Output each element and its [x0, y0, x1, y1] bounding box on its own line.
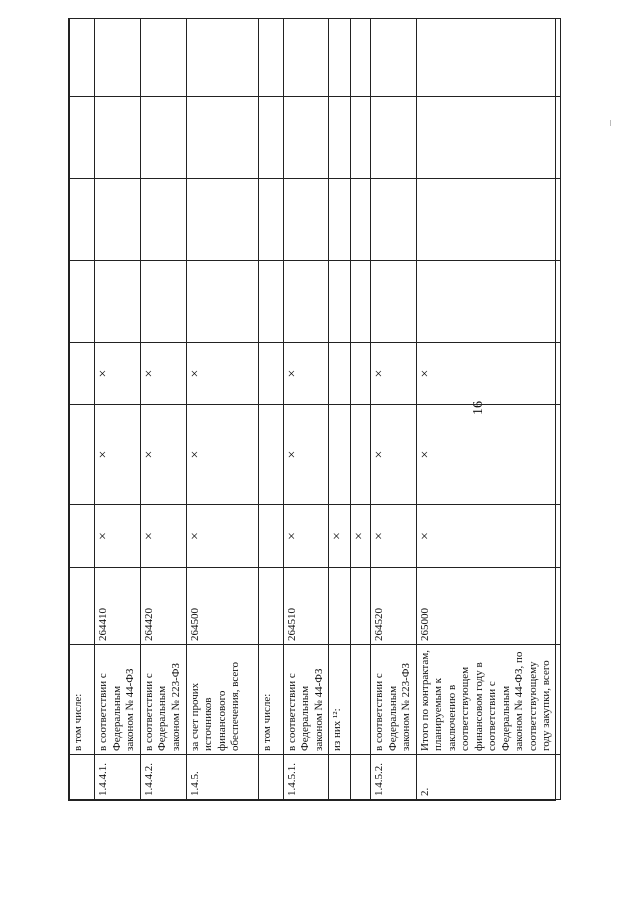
cell-col10 — [329, 19, 351, 97]
row-code — [329, 568, 351, 645]
cell-col4 — [140, 505, 186, 568]
cell-col8 — [140, 179, 186, 261]
cell-col8 — [371, 179, 417, 261]
table-row — [283, 19, 329, 800]
table-row — [70, 19, 95, 800]
cell-col8 — [186, 179, 258, 261]
x-mark: × — [141, 532, 157, 540]
x-mark: × — [417, 450, 433, 459]
row-name: за счет прочих источников финансового обеспечения, всего — [186, 645, 258, 755]
cell-col5 — [329, 405, 351, 505]
x-mark: × — [352, 532, 367, 540]
page-number: 16 — [471, 401, 486, 415]
cell-col6 — [258, 343, 283, 405]
cell-col7 — [70, 261, 95, 343]
cell-col8 — [95, 179, 141, 261]
row-number: 1.4.5. — [186, 755, 258, 800]
cell-col6 — [70, 343, 95, 405]
cell-col7 — [258, 261, 283, 343]
cell-col5 — [186, 405, 258, 505]
cell-col7 — [329, 261, 351, 343]
table-row — [140, 19, 186, 800]
cell-col10 — [351, 19, 371, 97]
cell-col10 — [140, 19, 186, 97]
row-number — [258, 755, 283, 800]
table-row — [416, 19, 560, 800]
row-number: 1.4.5.1. — [283, 755, 329, 800]
row-code: 265000 — [416, 568, 560, 645]
x-mark: × — [417, 369, 433, 378]
cell-col9 — [329, 97, 351, 179]
cell-col4 — [329, 505, 351, 568]
cell-col10 — [70, 19, 95, 97]
x-mark: × — [284, 369, 300, 378]
row-name: Итого по контрактам, планируемым к заключению в соответствующем финансовом году в соответствии с Федеральным законом № 44-ФЗ, по соответствующему году закупки, всего — [416, 645, 560, 755]
table-row — [351, 19, 371, 800]
cell-col4 — [70, 505, 95, 568]
cell-col6 — [351, 343, 371, 405]
row-code — [70, 568, 95, 645]
row-name: в соответствии с Федеральным законом № 223-ФЗ — [140, 645, 186, 755]
x-mark: × — [372, 532, 387, 540]
table-row — [186, 19, 258, 800]
scan-mark — [610, 120, 611, 126]
cell-col4 — [416, 505, 560, 568]
cell-col6 — [416, 343, 560, 405]
row-number: 1.4.4.1. — [95, 755, 141, 800]
x-mark: × — [187, 369, 203, 378]
cell-col10 — [95, 19, 141, 97]
cell-col4 — [283, 505, 329, 568]
x-mark: × — [187, 532, 203, 540]
row-number: 1.4.5.2. — [371, 755, 417, 800]
x-mark: × — [96, 369, 111, 378]
table-row — [329, 19, 351, 800]
cell-col4 — [351, 505, 371, 568]
cell-col7 — [351, 261, 371, 343]
cell-col8 — [329, 179, 351, 261]
row-name: в соответствии с Федеральным законом № 44-ФЗ — [283, 645, 329, 755]
row-name: в соответствии с Федеральным законом № 44-ФЗ — [95, 645, 141, 755]
row-name: из них ¹²: — [329, 645, 351, 755]
row-name — [351, 645, 371, 755]
row-code: 264420 — [140, 568, 186, 645]
x-mark: × — [417, 532, 433, 540]
cell-col10 — [416, 19, 560, 97]
row-name: в соответствии с Федеральным законом № 223-ФЗ — [371, 645, 417, 755]
row-number: 1.4.4.2. — [140, 755, 186, 800]
cell-col4 — [258, 505, 283, 568]
x-mark: × — [96, 450, 111, 459]
x-mark: × — [284, 532, 300, 540]
cell-col9 — [95, 97, 141, 179]
row-name: в том числе: — [258, 645, 283, 755]
cell-col6 — [186, 343, 258, 405]
cell-col7 — [186, 261, 258, 343]
procurement-table — [69, 18, 561, 800]
table-row — [95, 19, 141, 800]
cell-col9 — [371, 97, 417, 179]
row-number: 2. — [416, 755, 560, 800]
x-mark: × — [284, 450, 300, 459]
table-row — [258, 19, 283, 800]
x-mark: × — [372, 450, 387, 459]
cell-col7 — [283, 261, 329, 343]
cell-col8 — [258, 179, 283, 261]
cell-col9 — [140, 97, 186, 179]
cell-col8 — [70, 179, 95, 261]
table-row — [371, 19, 417, 800]
cell-col4 — [95, 505, 141, 568]
row-code — [351, 568, 371, 645]
cell-col6 — [95, 343, 141, 405]
cell-col6 — [371, 343, 417, 405]
cell-col5 — [70, 405, 95, 505]
cell-col5 — [258, 405, 283, 505]
cell-col7 — [140, 261, 186, 343]
cell-col8 — [416, 179, 560, 261]
cell-col9 — [351, 97, 371, 179]
x-mark: × — [187, 450, 203, 459]
cell-col9 — [258, 97, 283, 179]
x-mark: × — [141, 369, 157, 378]
cell-col4 — [186, 505, 258, 568]
row-code — [258, 568, 283, 645]
x-mark: × — [141, 450, 157, 459]
cell-col5 — [351, 405, 371, 505]
cell-col9 — [70, 97, 95, 179]
row-number — [70, 755, 95, 800]
row-number — [351, 755, 371, 800]
rotated-table-wrapper — [69, 19, 555, 800]
x-mark: × — [372, 369, 387, 378]
row-code: 264410 — [95, 568, 141, 645]
cell-col10 — [371, 19, 417, 97]
cell-col9 — [416, 97, 560, 179]
row-code: 264510 — [283, 568, 329, 645]
x-mark: × — [330, 532, 345, 540]
x-mark: × — [96, 532, 111, 540]
cell-col10 — [283, 19, 329, 97]
cell-col6 — [140, 343, 186, 405]
cell-col6 — [329, 343, 351, 405]
cell-col8 — [351, 179, 371, 261]
row-code: 264520 — [371, 568, 417, 645]
cell-col5 — [140, 405, 186, 505]
cell-col6 — [283, 343, 329, 405]
row-number — [329, 755, 351, 800]
cell-col9 — [186, 97, 258, 179]
cell-col7 — [416, 261, 560, 343]
cell-col7 — [371, 261, 417, 343]
cell-col10 — [186, 19, 258, 97]
cell-col8 — [283, 179, 329, 261]
cell-col9 — [283, 97, 329, 179]
cell-col5 — [416, 405, 560, 505]
table-frame — [68, 18, 556, 801]
cell-col5 — [371, 405, 417, 505]
cell-col5 — [95, 405, 141, 505]
cell-col5 — [283, 405, 329, 505]
row-code: 264500 — [186, 568, 258, 645]
cell-col10 — [258, 19, 283, 97]
cell-col4 — [371, 505, 417, 568]
cell-col7 — [95, 261, 141, 343]
row-name: в том числе: — [70, 645, 95, 755]
